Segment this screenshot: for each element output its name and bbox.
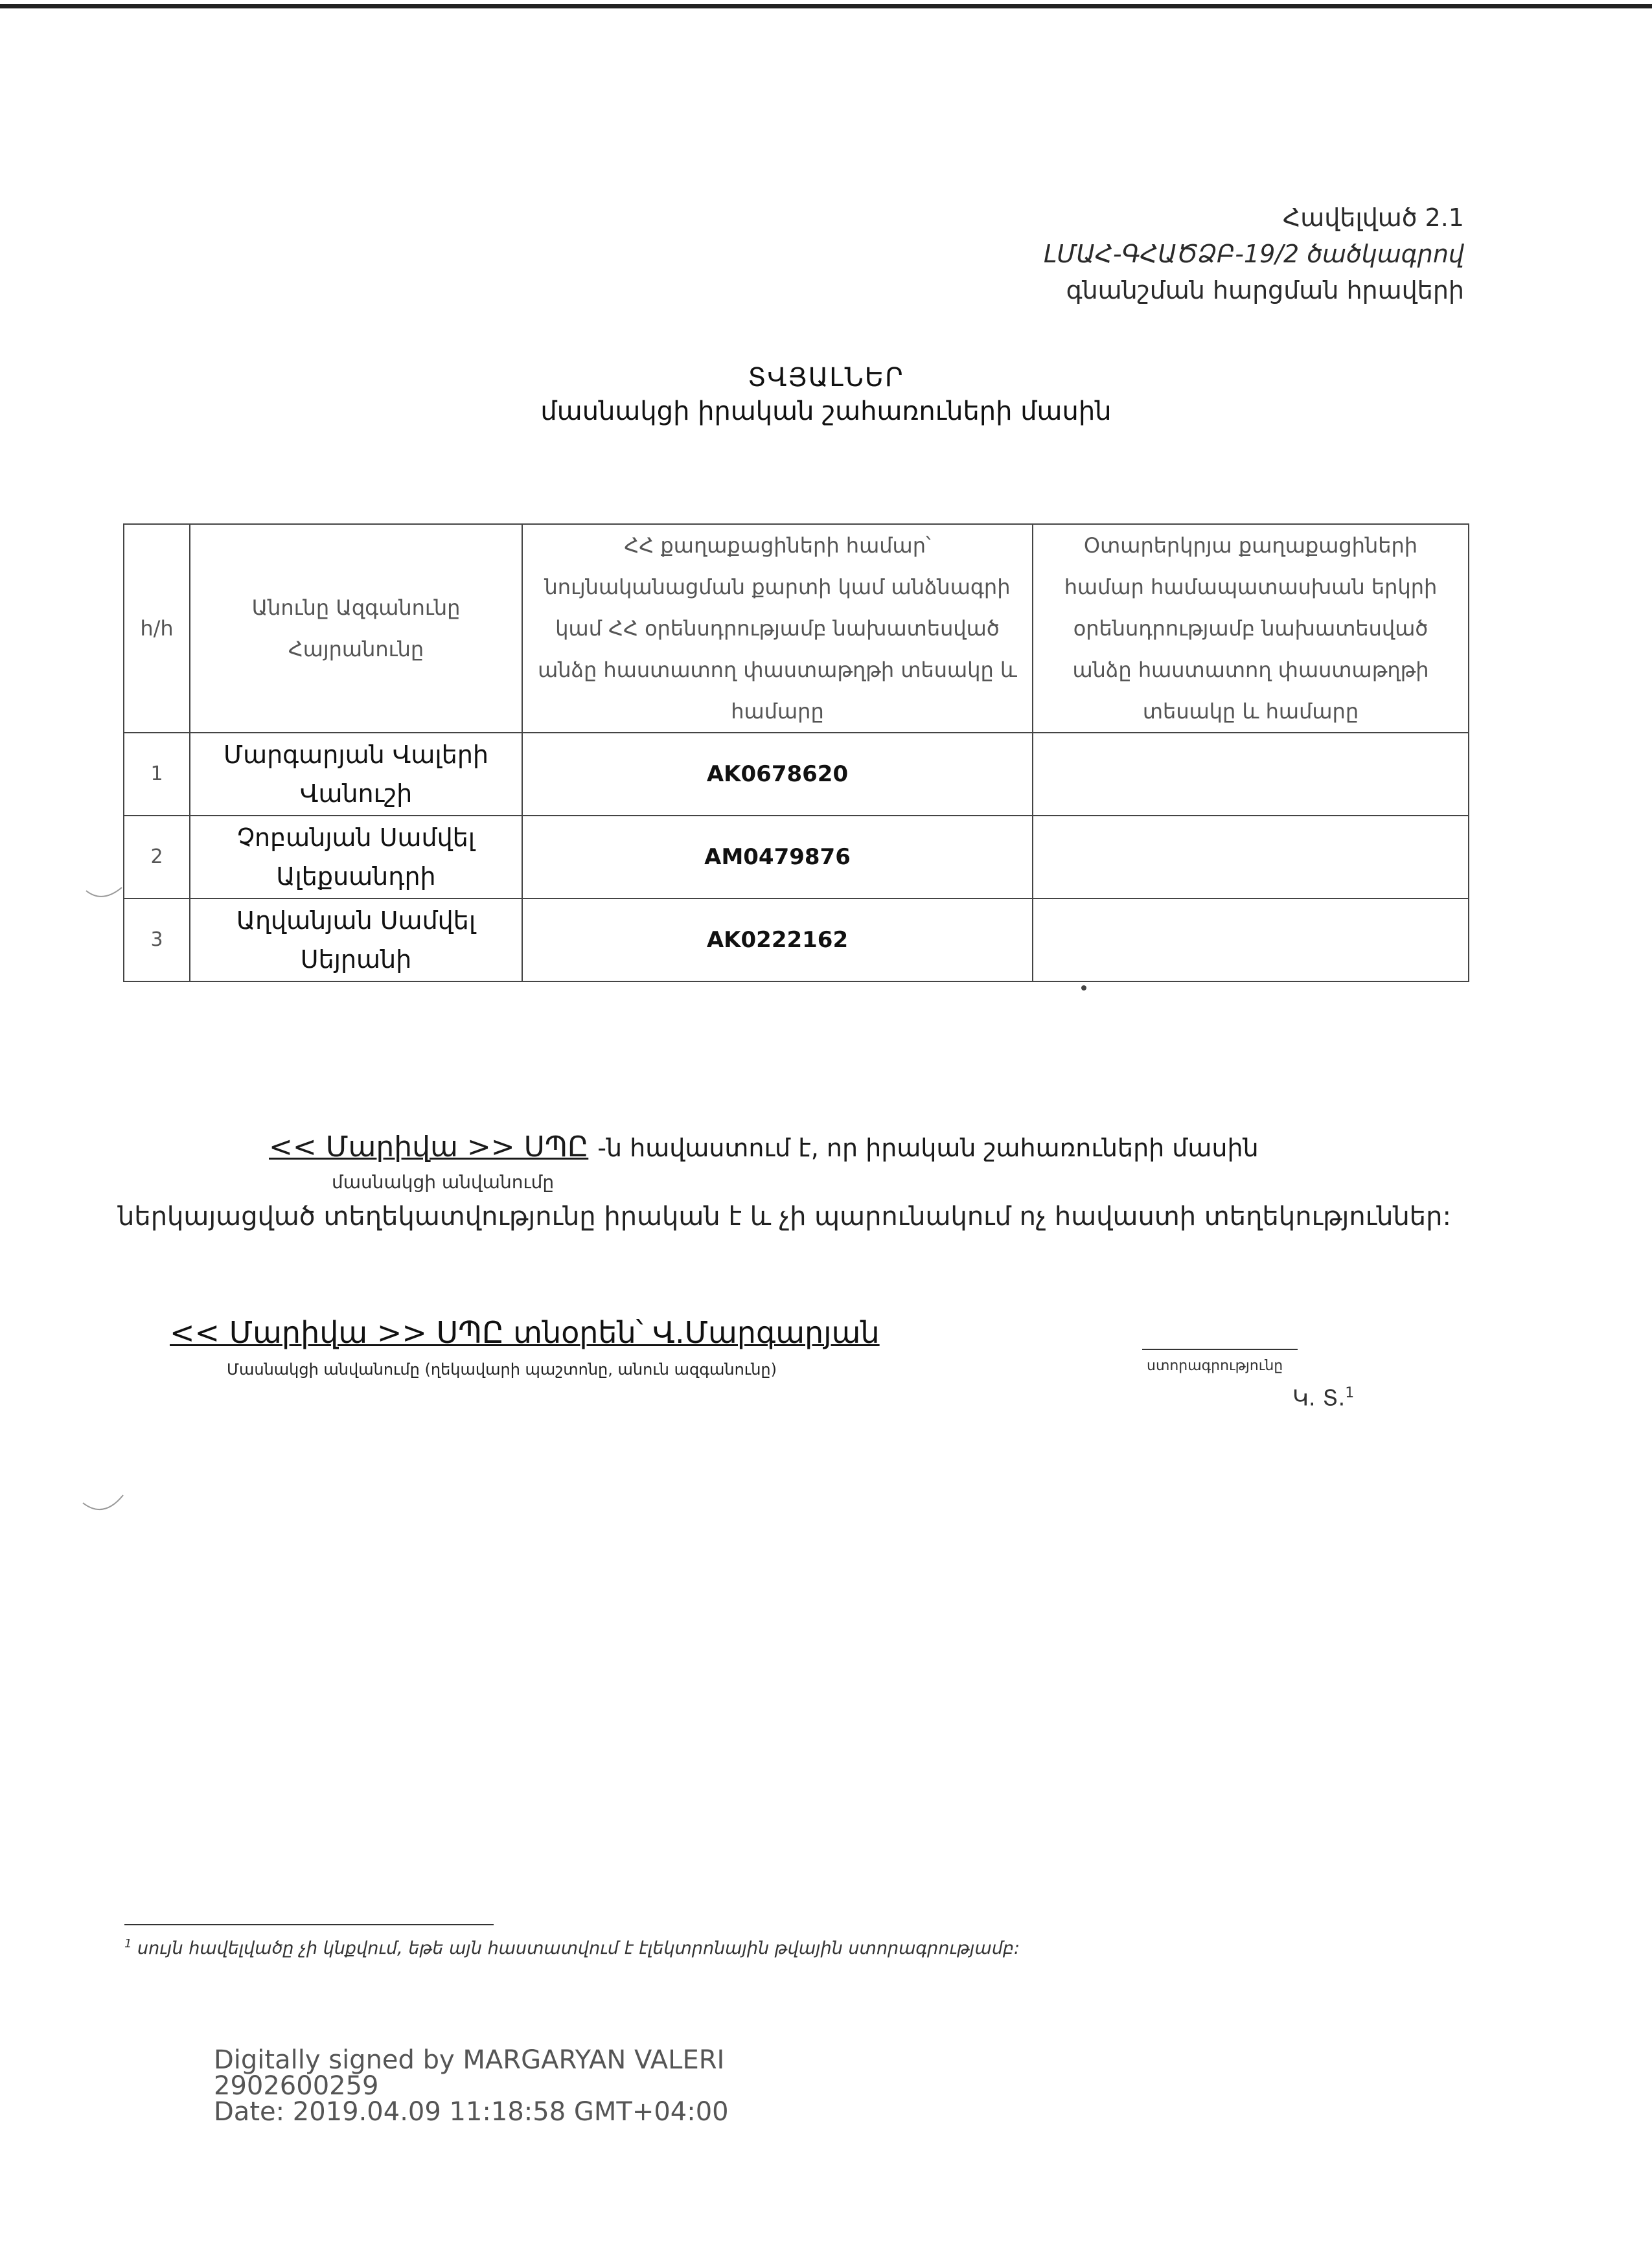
row-document: AK0222162 [522,899,1033,981]
row-name: Մարգարյան Վալերի Վանուշի [190,733,522,816]
certification-clause: -ն հավաստում է, որ իրական շահառուների մասին [597,1134,1259,1162]
signature-line [1142,1349,1298,1350]
signature-label: ստորագրությունը [1147,1358,1283,1374]
scan-top-edge [0,4,1652,8]
director-signatory: << Մարիվա >> ՍՊԸ տնօրեն՝ Վ.Մարգարյան [170,1315,880,1350]
row-foreign-document [1033,816,1469,899]
digital-signature-signer: Digitally signed by MARGARYAN VALERI [214,2045,725,2075]
table-header-row [124,524,1469,733]
header-foreign-document: Օտարերկրյա քաղաքացիների համար համապատասխան երկրի օրենսդրությամբ նախատեսված անձը հաստատող փաստաթղթի տեսակը և համարը [1033,524,1469,733]
row-document: AM0479876 [522,816,1033,899]
document-subtitle: մասնակցի իրական շահառուների մասին [540,396,1112,426]
row-document: AK0678620 [522,733,1033,816]
certifying-organization [269,1130,1259,1163]
row-number: 2 [124,816,190,899]
organization-name: << Մարիվա >> ՍՊԸ [269,1130,589,1163]
row-name: Աղվանյան Սամվել Սեյրանի [190,899,522,981]
annex-number: Հավելված 2.1 [1283,203,1464,232]
digital-signature [214,2047,729,2125]
scan-mark [83,865,128,904]
scan-mark [1077,981,1090,994]
digital-signature-id: 2902600259 [214,2071,379,2101]
row-foreign-document [1033,899,1469,981]
annex-code: ԼՄԱՀ-ԳՀԱԾՁԲ-19/2 ծածկագրով [1044,240,1464,268]
stamp-footnote-mark: 1 [1345,1385,1355,1401]
footnote-mark: 1 [124,1937,132,1951]
table-row [124,733,1469,816]
footnote [124,1937,1020,1958]
header-citizen-document: ՀՀ քաղաքացիների համար՝ նույնականացման քարտի կամ անձնագրի կամ ՀՀ օրենսդրությամբ նախատեսված անձը հաստատող փաստաթղթի տեսակը և համարը [522,524,1033,733]
header-full-name: Անունը Ազգանունը Հայրանունը [190,524,522,733]
digital-signature-date: Date: 2019.04.09 11:18:58 GMT+04:00 [214,2097,729,2127]
header-number: հ/հ [124,524,190,733]
scan-mark [78,1483,130,1522]
row-foreign-document [1033,733,1469,816]
document-title: ՏՎՅԱԼՆԵՐ [748,363,904,393]
row-number: 1 [124,733,190,816]
beneficiaries-table [123,523,1469,982]
table-row [124,899,1469,981]
director-label: Մասնակցի անվանումը (ղեկավարի պաշտոնը, անուն ազգանունը) [227,1360,777,1379]
row-name: Չոբանյան Սամվել Ալեքսանդրի [190,816,522,899]
organization-name-label: մասնակցի անվանումը [332,1171,555,1193]
stamp-place [1292,1385,1354,1411]
stamp-label: Կ. Տ. [1292,1385,1346,1412]
table-row [124,816,1469,899]
row-number: 3 [124,899,190,981]
footnote-text: սույն հավելվածը չի կնքվում, եթե այն հաստատվում է էլեկտրոնային թվային ստորագրությամբ: [137,1938,1020,1958]
certification-statement: ներկայացված տեղեկատվությունը իրական է և չի պարունակում ոչ հավաստի տեղեկություններ: [118,1202,1451,1231]
annex-reference [1044,200,1464,308]
annex-invitation: գնանշման հարցման հրավերի [1066,276,1464,304]
footnote-divider [124,1924,494,1925]
